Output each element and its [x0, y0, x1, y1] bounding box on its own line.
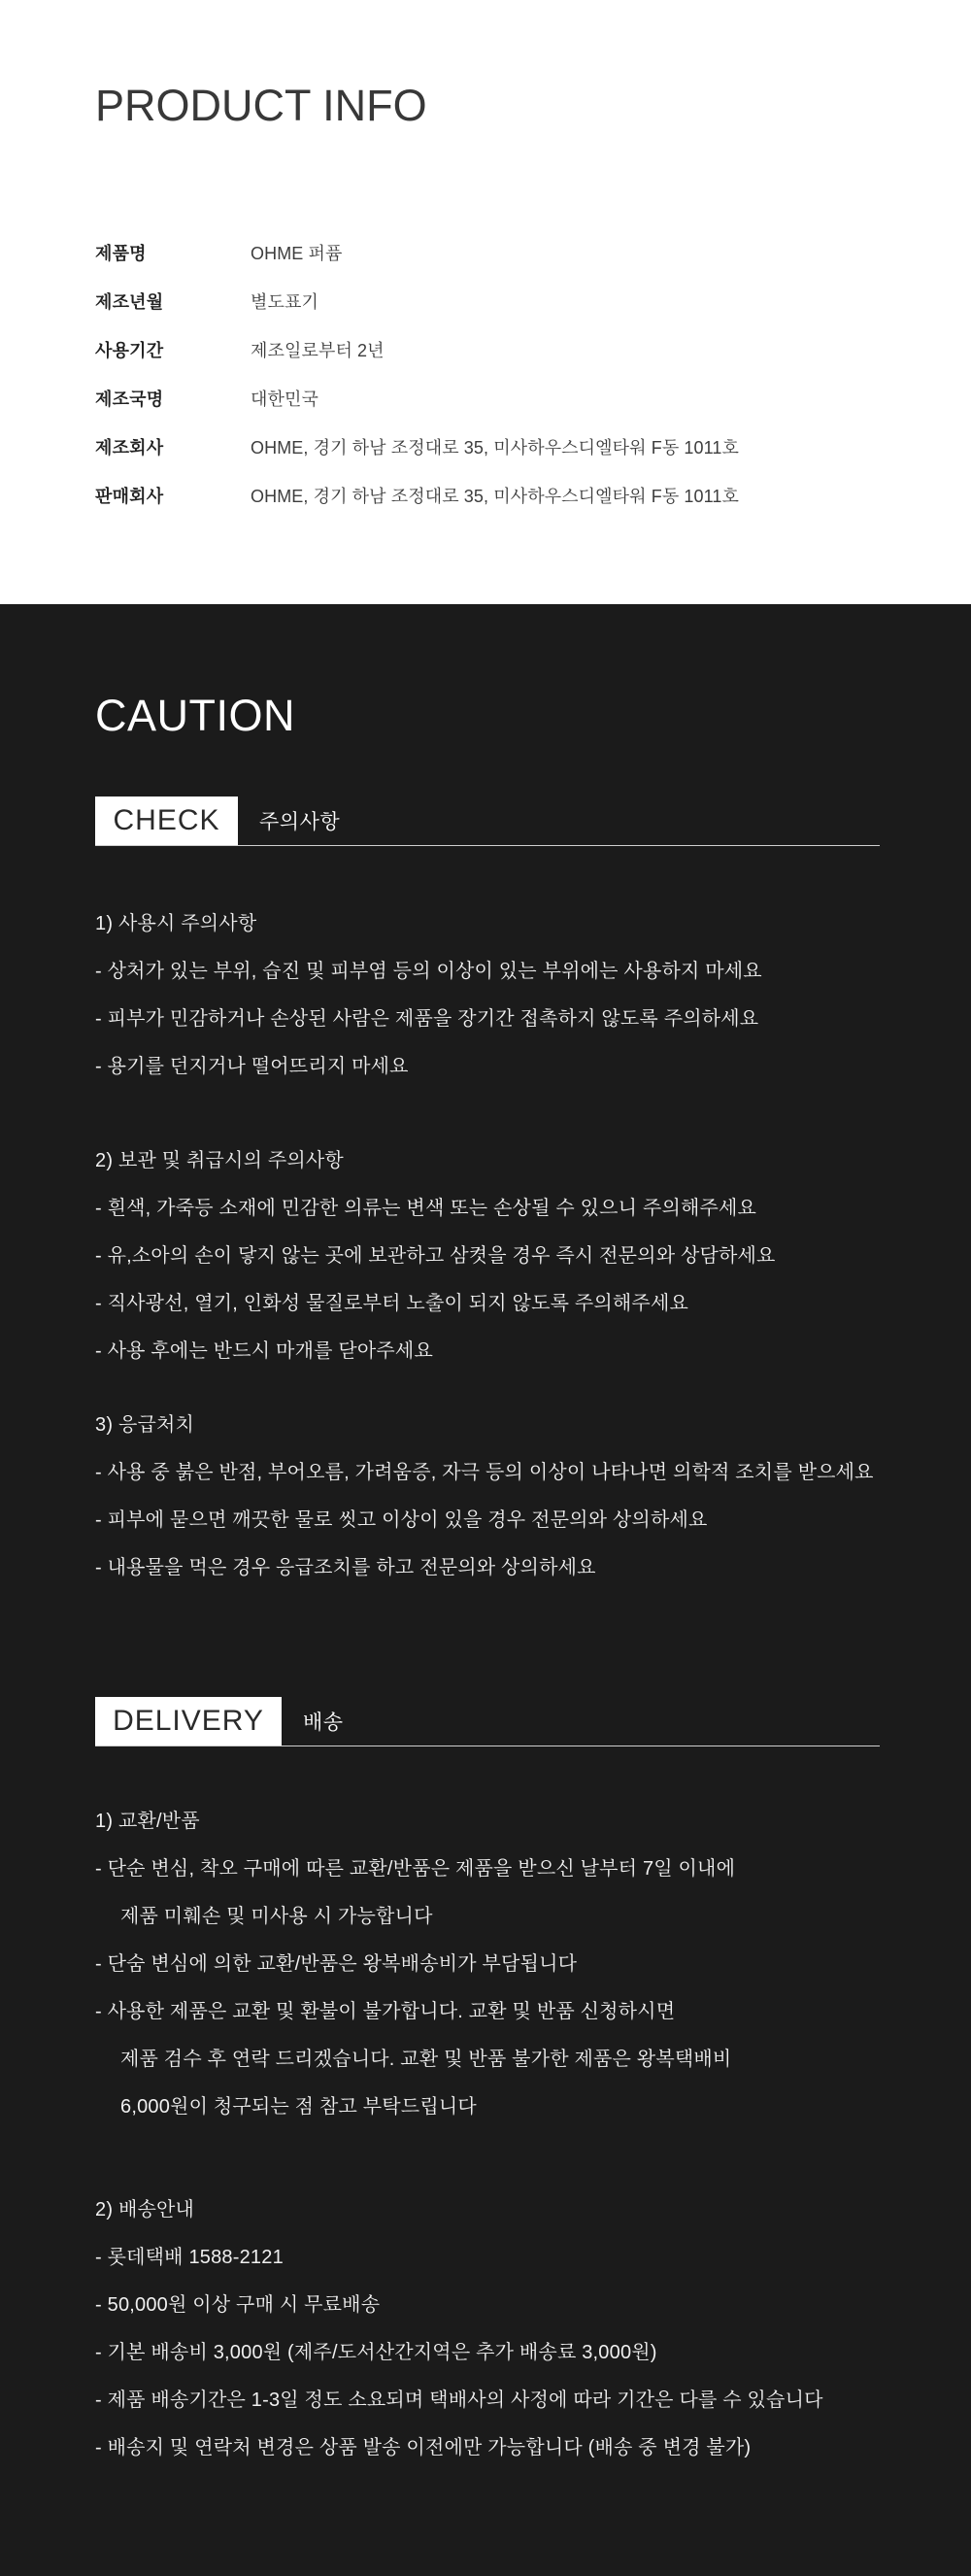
row-label: 제조년월	[95, 292, 164, 312]
product-info-table	[95, 228, 971, 520]
list-item: - 유,소아의 손이 닿지 않는 곳에 보관하고 삼켯을 경우 즉시 전문의와 상담하세요	[95, 1245, 776, 1267]
row-value: 별도표기	[251, 292, 318, 312]
list-item: - 피부에 묻으면 깨끗한 물로 씻고 이상이 있을 경우 전문의와 상의하세요	[95, 1509, 708, 1531]
table-row	[95, 374, 971, 423]
section-heading: 2) 보관 및 취급시의 주의사항	[95, 1150, 344, 1171]
row-label: 제조국명	[95, 390, 164, 409]
table-row	[95, 423, 971, 471]
delivery-exchange-section	[95, 1798, 971, 2131]
row-label: 제조회사	[95, 438, 164, 458]
list-item: - 단숨 변심에 의한 교환/반품은 왕복배송비가 부담됩니다	[95, 1953, 578, 1975]
delivery-header-row	[95, 1697, 880, 1746]
list-item: - 용기를 던지거나 떨어뜨리지 마세요	[95, 1056, 409, 1077]
section-heading: 1) 교환/반품	[95, 1811, 200, 1832]
row-value: OHME, 경기 하남 조정대로 35, 미사하우스디엘타워 F동 1011호	[251, 487, 740, 506]
list-item: - 배송지 및 연락처 변경은 상품 발송 이전에만 가능합니다 (배송 중 변경 불가)	[95, 2437, 752, 2458]
list-item: - 상처가 있는 부위, 습진 및 피부염 등의 이상이 있는 부위에는 사용하지 마세요	[95, 961, 762, 982]
section-heading: 3) 응급처치	[95, 1414, 195, 1436]
row-label: 제품명	[95, 244, 147, 263]
list-item-continuation: 제품 미훼손 및 미사용 시 가능합니다	[120, 1906, 433, 1927]
row-value: OHME 퍼퓸	[251, 244, 343, 263]
page-title: PRODUCT INFO	[95, 81, 427, 130]
caution-storage-section	[95, 1137, 971, 1375]
list-item: - 사용한 제품은 교환 및 환불이 불가합니다. 교환 및 반품 신청하시면	[95, 2001, 676, 2022]
list-item-continuation: 제품 검수 후 연락 드리겠습니다. 교환 및 반품 불가한 제품은 왕복택배비	[120, 2049, 732, 2070]
row-value: 제조일로부터 2년	[251, 341, 385, 360]
row-value: OHME, 경기 하남 조정대로 35, 미사하우스디엘타워 F동 1011호	[251, 438, 740, 458]
check-badge: CHECK	[95, 797, 238, 845]
caution-firstaid-section	[95, 1402, 971, 1592]
row-value: 대한민국	[251, 390, 318, 409]
product-info-section	[0, 0, 971, 604]
section-heading: 2) 배송안내	[95, 2199, 195, 2220]
delivery-badge-label: 배송	[303, 1712, 344, 1734]
table-row	[95, 228, 971, 277]
table-row	[95, 471, 971, 520]
list-item: - 피부가 민감하거나 손상된 사람은 제품을 장기간 접촉하지 않도록 주의하세요	[95, 1008, 759, 1030]
section-heading: 1) 사용시 주의사항	[95, 913, 257, 934]
list-item: - 사용 후에는 반드시 마개를 닫아주세요	[95, 1340, 433, 1362]
table-row	[95, 325, 971, 374]
caution-title: CAUTION	[95, 691, 295, 740]
list-item-continuation: 6,000원이 청구되는 점 참고 부탁드립니다	[120, 2096, 477, 2118]
caution-usage-section	[95, 900, 971, 1091]
list-item: - 50,000원 이상 구매 시 무료배송	[95, 2294, 381, 2316]
check-header-row	[95, 797, 880, 846]
delivery-shipping-section	[95, 2186, 971, 2472]
list-item: - 내용물을 먹은 경우 응급조치를 하고 전문의와 상의하세요	[95, 1557, 596, 1578]
check-badge-label: 주의사항	[259, 811, 341, 833]
list-item: - 기본 배송비 3,000원 (제주/도서산간지역은 추가 배송료 3,000원)	[95, 2342, 657, 2363]
delivery-badge: DELIVERY	[95, 1697, 282, 1746]
list-item: - 제품 배송기간은 1-3일 정도 소요되며 택배사의 사정에 따라 기간은 다를 수 있습니다	[95, 2390, 823, 2411]
list-item: - 단순 변심, 착오 구매에 따른 교환/반품은 제품을 받으신 날부터 7일 이내에	[95, 1858, 736, 1880]
caution-delivery-section	[0, 604, 971, 2576]
list-item: - 직사광선, 열기, 인화성 물질로부터 노출이 되지 않도록 주의해주세요	[95, 1293, 688, 1314]
list-item: - 롯데택배 1588-2121	[95, 2247, 284, 2268]
row-label: 판매회사	[95, 487, 164, 506]
table-row	[95, 277, 971, 325]
list-item: - 사용 중 붉은 반점, 부어오름, 가려움증, 자극 등의 이상이 나타나면 의학적 조치를 받으세요	[95, 1462, 874, 1483]
row-label: 사용기간	[95, 341, 164, 360]
list-item: - 흰색, 가죽등 소재에 민감한 의류는 변색 또는 손상될 수 있으니 주의해주세요	[95, 1198, 757, 1219]
